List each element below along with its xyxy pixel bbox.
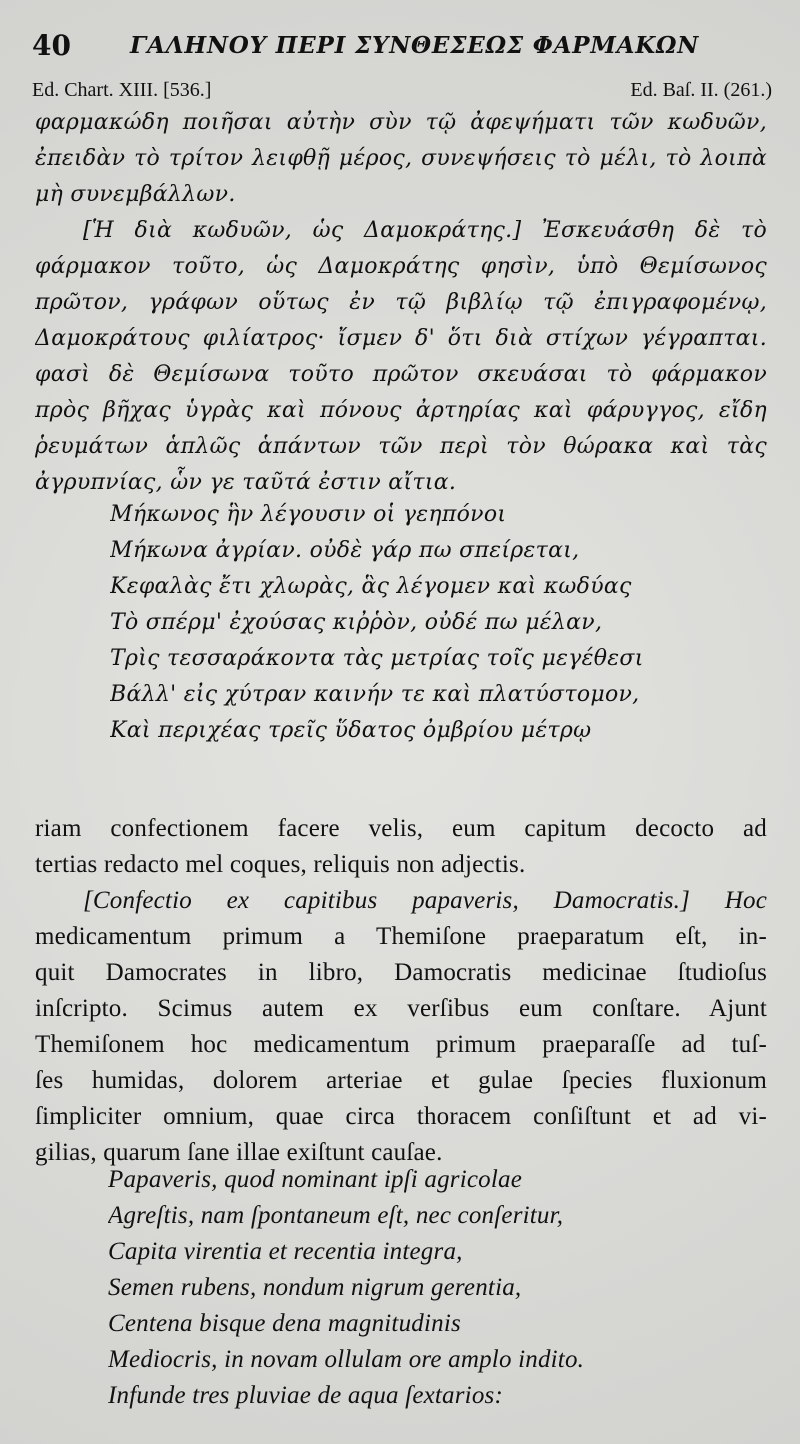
greek-verse-line: Κεφαλὰς ἔτι χλωρὰς, ἃς λέγομεν καὶ κωδύας	[110, 574, 632, 599]
greek-prose-line: ῥευμάτων ἁπλῶς ἁπάντων τῶν περὶ τὸν θώρακα καὶ τὰς	[35, 434, 767, 459]
latin-verse-line: Papaveris, quod nominant ipſi agricolae	[108, 1166, 523, 1193]
latin-verse	[108, 1162, 758, 1414]
latin-verse-line: Agreſtis, nam ſpontaneum eſt, nec conſeritur,	[108, 1202, 564, 1229]
greek-prose-line: φαρμακώδη ποιῆσαι αὐτὴν σὺν τῷ ἀφεψήματι τῶν κωδυῶν,	[35, 110, 767, 135]
latin-prose-line: gilias, quarum ſane illae exiſtunt cauſae.	[35, 1139, 443, 1166]
latin-prose-line: Themiſonem hoc medicamentum primum praeparaſſe ad tuſ-	[35, 1031, 767, 1058]
latin-prose-line: inſcripto. Scimus autem ex verſibus eum conſtare. Ajunt	[35, 995, 767, 1022]
latin-verse-line: Semen rubens, nondum nigrum gerentia,	[108, 1274, 522, 1301]
greek-prose-line: ἐπειδὰν τὸ τρίτον λειφθῇ μέρος, συνεψήσεις τὸ μέλι, τὸ λοιπὰ	[35, 146, 767, 171]
edition-reference-left: Ed. Chart. XIII. [536.]	[32, 79, 212, 101]
greek-prose-line: πρὸς βῆχας ὑγρὰς καὶ πόνους ἀρτηρίας καὶ φάρυγγος, εἴδη	[35, 398, 767, 423]
greek-prose-line: φασὶ δὲ Θεμίσωνα τοῦτο πρῶτον σκευάσαι τὸ φάρμακον	[35, 362, 767, 387]
greek-verse-line: Τρὶς τεσσαράκοντα τὰς μετρίας τοῖς μεγέθεσι	[110, 646, 644, 671]
greek-verse	[110, 497, 760, 749]
latin-verse-line: Infunde tres pluviae de aqua ſextarios:	[108, 1382, 503, 1409]
greek-verse-line: Καὶ περιχέας τρεῖς ὕδατος ὀμβρίου μέτρῳ	[110, 718, 592, 743]
greek-prose-line: Δαμοκράτους φιλίατρος· ἴσμεν δ' ὅτι διὰ στίχων γέγραπται.	[35, 326, 767, 351]
greek-prose-line: [Ἡ διὰ κωδυῶν, ὡς Δαμοκράτης.] Ἐσκευάσθη δὲ τὸ	[83, 218, 767, 243]
latin-prose-line: riam confectionem facere velis, eum capitum decocto ad	[35, 815, 767, 842]
greek-prose-line: πρῶτον, γράφων οὕτως ἐν τῷ βιβλίῳ τῷ ἐπιγραφομένῳ,	[35, 290, 767, 315]
latin-prose-line: ſimpliciter omnium, quae circa thoracem conſiſtunt et ad vi-	[35, 1103, 767, 1130]
greek-prose-line: μὴ συνεμβάλλων.	[35, 182, 236, 207]
latin-prose-line: medicamentum primum a Themiſone praeparatum eſt, in-	[35, 923, 767, 950]
edition-reference-right: Ed. Baſ. II. (261.)	[630, 79, 772, 101]
greek-verse-line: Βάλλ' εἰς χύτραν καινήν τε καὶ πλατύστομον,	[110, 682, 640, 707]
page-number: 40	[32, 29, 71, 62]
latin-prose-line: quit Damocrates in libro, Damocratis medicinae ſtudioſus	[35, 959, 767, 986]
latin-prose-line: [Confectio ex capitibus papaveris, Damocratis.] Hoc	[83, 887, 767, 914]
greek-verse-line: Τὸ σπέρμ' ἐχούσας κιῤῥὸν, οὐδέ πω μέλαν,	[110, 610, 603, 635]
section-gap	[35, 770, 765, 800]
latin-verse-line: Centena bisque dena magnitudinis	[108, 1310, 461, 1337]
latin-prose	[35, 811, 767, 1171]
latin-verse-line: Capita virentia et recentia integra,	[108, 1238, 463, 1265]
greek-verse-line: Μήκωνα ἀγρίαν. οὐδὲ γάρ πω σπείρεται,	[110, 538, 580, 563]
latin-verse-line: Mediocris, in novam ollulam ore amplo indito.	[108, 1346, 585, 1373]
latin-prose-line: tertias redacto mel coques, reliquis non adjectis.	[35, 851, 526, 878]
greek-prose-line: φάρμακον τοῦτο, ὡς Δαμοκράτης φησὶν, ὑπὸ Θεμίσωνος	[35, 254, 767, 279]
edition-reference-line	[32, 76, 772, 106]
running-title: ΓΑΛΗΝΟΥ ΠΕΡΙ ΣΥΝΘΕΣΕΩΣ ΦΑΡΜΑΚΩΝ	[130, 32, 700, 59]
latin-prose-line: ſes humidas, dolorem arteriae et gulae ſpecies fluxionum	[35, 1067, 767, 1094]
greek-prose	[35, 105, 767, 501]
greek-verse-line: Μήκωνος ἣν λέγουσιν οἱ γεηπόνοι	[110, 502, 507, 527]
page-header	[32, 29, 772, 69]
greek-prose-line: ἀγρυπνίας, ὧν γε ταῦτά ἐστιν αἴτια.	[35, 470, 457, 495]
